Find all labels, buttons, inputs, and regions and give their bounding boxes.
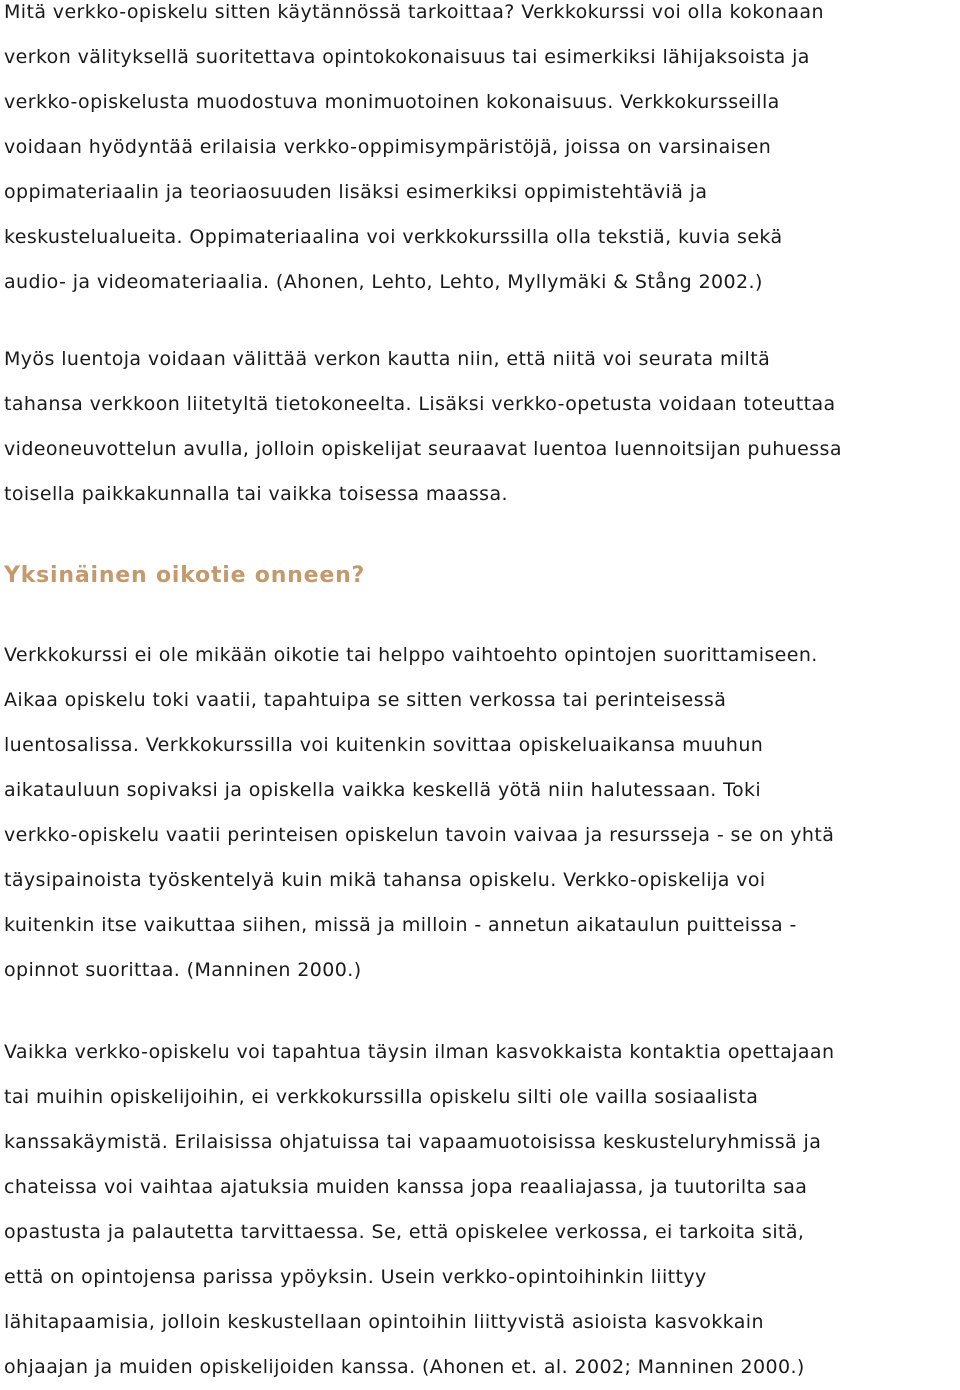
text-line: että on opintojensa parissa ypöyksin. Usein verkko-opintoihinkin liittyy [4,1266,707,1288]
paragraph-lectures-online [4,337,842,517]
text-line: luentosalissa. Verkkokurssilla voi kuitenkin sovittaa opiskeluaikansa muuhun [4,734,764,756]
text-line: Verkkokurssi ei ole mikään oikotie tai helppo vaihtoehto opintojen suorittamiseen. [4,644,818,666]
text-line: verkon välityksellä suoritettava opintokokonaisuus tai esimerkiksi lähijaksoista ja [4,46,810,68]
text-line: tahansa verkkoon liitetyltä tietokoneelta. Lisäksi verkko-opetusta voidaan toteuttaa [4,393,836,415]
text-line: toisella paikkakunnalla tai vaikka toisessa maassa. [4,483,508,505]
text-line: Aikaa opiskelu toki vaatii, tapahtuipa se sitten verkossa tai perinteisessä [4,689,727,711]
text-line: lähitapaamisia, jolloin keskustellaan opintoihin liittyvistä asioista kasvokkain [4,1311,764,1333]
text-line: kuitenkin itse vaikuttaa siihen, missä ja milloin - annetun aikataulun puitteissa - [4,914,797,936]
section-heading: Yksinäinen oikotie onneen? [4,563,366,588]
paragraph-verkko-opiskelu-definition [4,0,824,305]
text-line: verkko-opiskelusta muodostuva monimuotoinen kokonaisuus. Verkkokursseilla [4,91,780,113]
text-line: Vaikka verkko-opiskelu voi tapahtua täysin ilman kasvokkaista kontaktia opettajaan [4,1041,835,1063]
text-line: oppimateriaalin ja teoriaosuuden lisäksi esimerkiksi oppimistehtäviä ja [4,181,708,203]
text-line: aikatauluun sopivaksi ja opiskella vaikka keskellä yötä niin halutessaan. Toki [4,779,762,801]
text-line: voidaan hyödyntää erilaisia verkko-oppimisympäristöjä, joissa on varsinaisen [4,136,772,158]
text-line: täysipainoista työskentelyä kuin mikä tahansa opiskelu. Verkko-opiskelija voi [4,869,766,891]
text-line: ohjaajan ja muiden opiskelijoiden kanssa. (Ahonen et. al. 2002; Manninen 2000.) [4,1356,805,1378]
text-line: kanssakäymistä. Erilaisissa ohjatuissa tai vapaamuotoisissa keskusteluryhmissä ja [4,1131,822,1153]
text-line: verkko-opiskelu vaatii perinteisen opiskelun tavoin vaivaa ja resursseja - se on yhtä [4,824,835,846]
text-line: Myös luentoja voidaan välittää verkon kautta niin, että niitä voi seurata miltä [4,348,771,370]
paragraph-social-interaction [4,1030,834,1390]
text-line: Mitä verkko-opiskelu sitten käytännössä tarkoittaa? Verkkokurssi voi olla kokonaan [4,1,824,23]
text-line: opastusta ja palautetta tarvittaessa. Se, että opiskelee verkossa, ei tarkoita sitä, [4,1221,805,1243]
text-line: audio- ja videomateriaalia. (Ahonen, Lehto, Lehto, Myllymäki & Stång 2002.) [4,271,763,293]
text-line: tai muihin opiskelijoihin, ei verkkokurssilla opiskelu silti ole vailla sosiaalista [4,1086,759,1108]
text-line: videoneuvottelun avulla, jolloin opiskelijat seuraavat luentoa luennoitsijan puhuessa [4,438,842,460]
text-line: opinnot suorittaa. (Manninen 2000.) [4,959,362,981]
text-line: chateissa voi vaihtaa ajatuksia muiden kanssa jopa reaaliajassa, ja tuutorilta saa [4,1176,808,1198]
paragraph-no-shortcut [4,633,834,993]
text-line: keskustelualueita. Oppimateriaalina voi verkkokurssilla olla tekstiä, kuvia sekä [4,226,783,248]
